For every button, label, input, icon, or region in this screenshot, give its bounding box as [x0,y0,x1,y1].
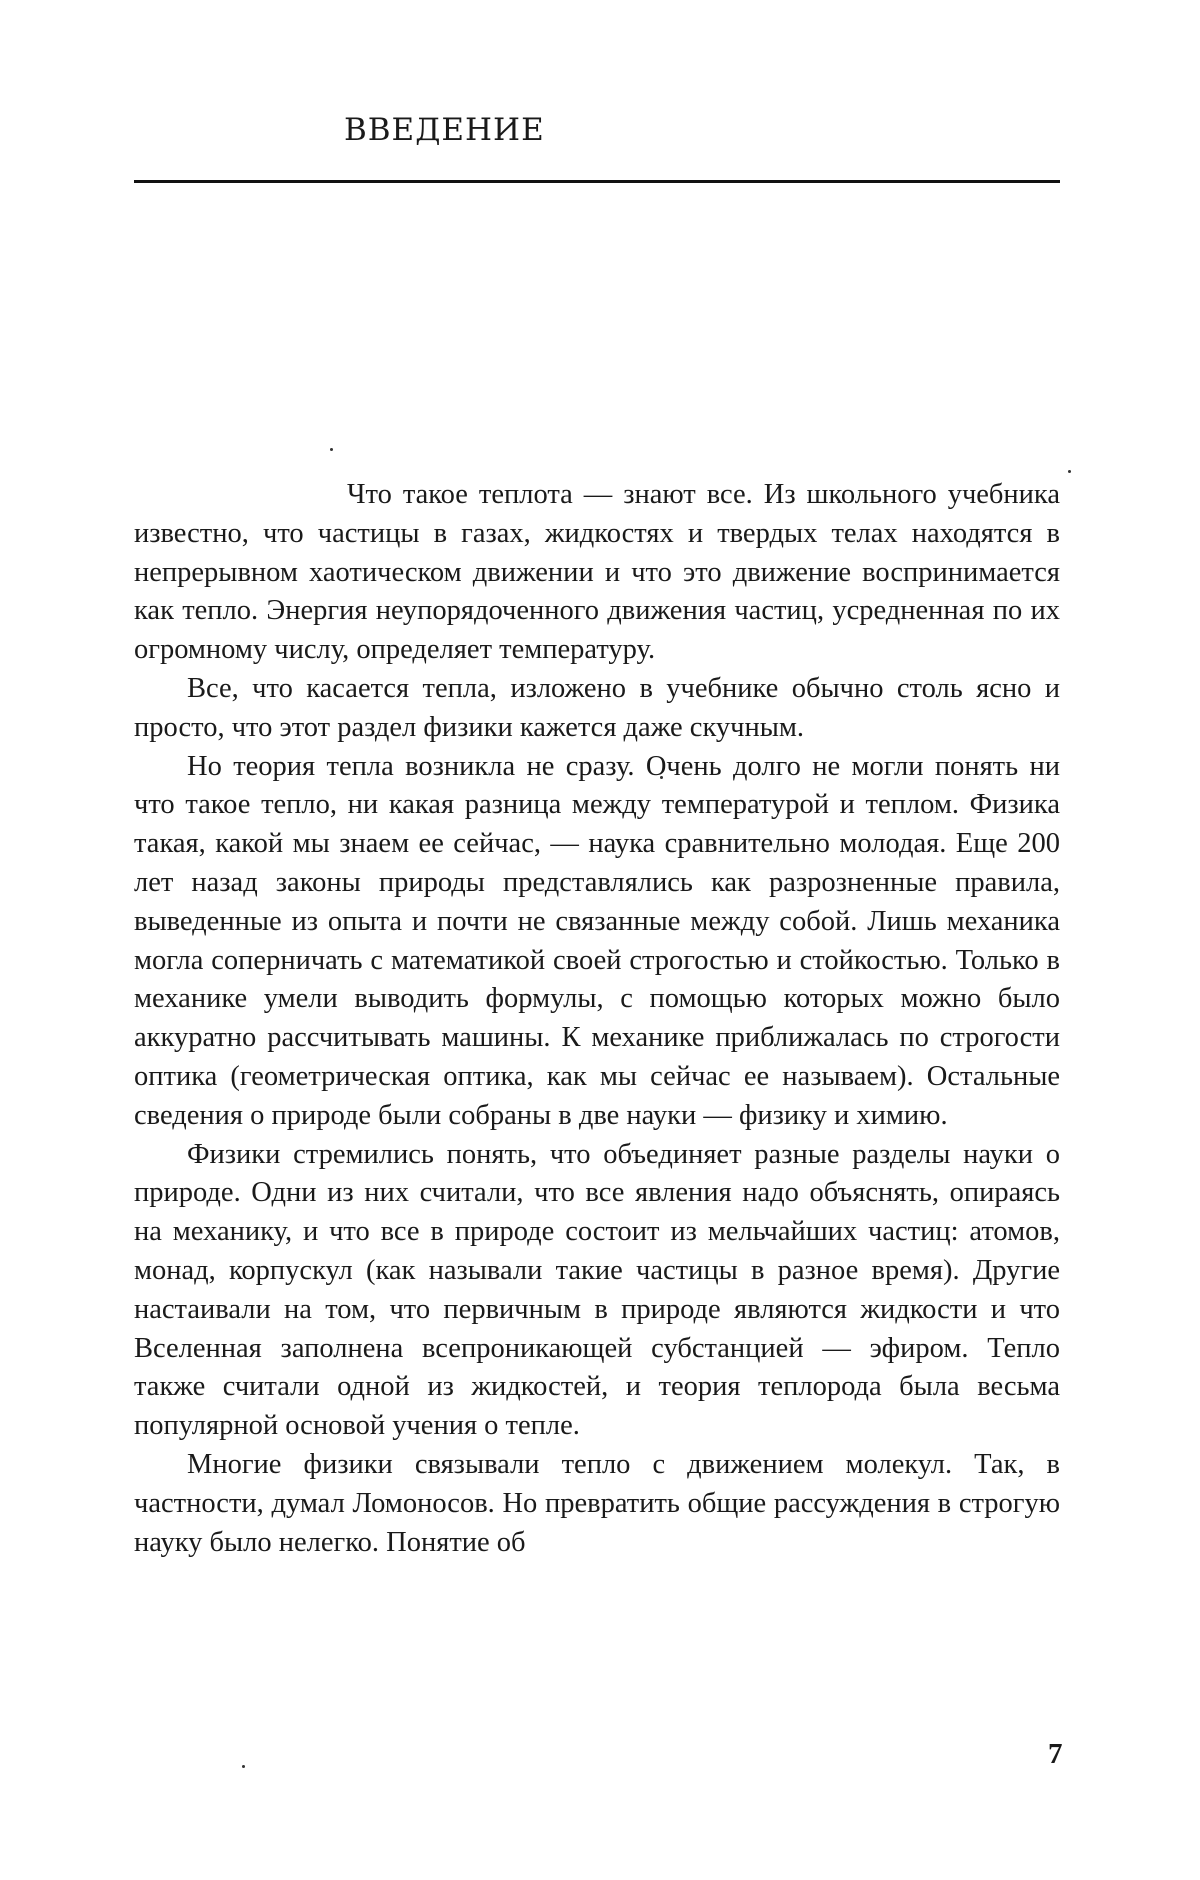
paragraph: Физики стремились понять, что объединяет разные разделы науки о природе. Одни из них считали, что все явления надо объяснять, опираясь на механику, и что все в природе состоит из мельчайших частиц: атомов, монад, корпускул (как называли такие частицы в разное время). Другие настаивали на том, что первичным в природе являются жидкости и что Вселенная заполнена всепроникающей субстанцией — эфиром. Тепло также считали одной из жидкостей, и теория теплорода была весьма популярной основой учения о тепле. [134,1136,1060,1446]
paragraph: Но теория тепла возникла не сразу. Очень долго не могли понять ни что такое тепло, ни какая разница между температурой и теплом. Физика такая, какой мы знаем ее сейчас, — наука сравнительно молодая. Еще 200 лет назад законы природы представлялись как разрозненные правила, выведенные из опыта и почти не связанные между собой. Лишь механика могла соперничать с математикой своей строгостью и стойкостью. Только в механике умели выводить формулы, с помощью которых можно было аккуратно рассчитывать машины. К механике приближалась по строгости оптика (геометрическая оптика, как мы сейчас ее называем). Остальные сведения о природе были собраны в две науки — физику и химию. [134,748,1060,1136]
paragraph: Все, что касается тепла, изложено в учебнике обычно столь ясно и просто, что этот раздел физики кажется даже скучным. [134,670,1060,748]
print-speck [330,448,333,451]
page-number: 7 [1048,1738,1063,1771]
body-text [134,476,1060,1562]
print-speck [1068,470,1071,473]
book-page [0,0,1200,1880]
paragraph: Многие физики связывали тепло с движением молекул. Так, в частности, думал Ломоносов. Но превратить общие рассуждения в строгую науку было нелегко. Понятие об [134,1446,1060,1562]
print-speck [242,1765,245,1768]
title-rule [134,180,1060,183]
paragraph: Что такое теплота — знают все. Из школьного учебника известно, что частицы в газах, жидкостях и твердых телах находятся в непрерывном хаотическом движении и что это движение воспринимается как тепло. Энергия неупорядоченного движения частиц, усредненная по их огромному числу, определяет температуру. [134,476,1060,670]
chapter-title: ВВЕДЕНИЕ [344,112,545,148]
